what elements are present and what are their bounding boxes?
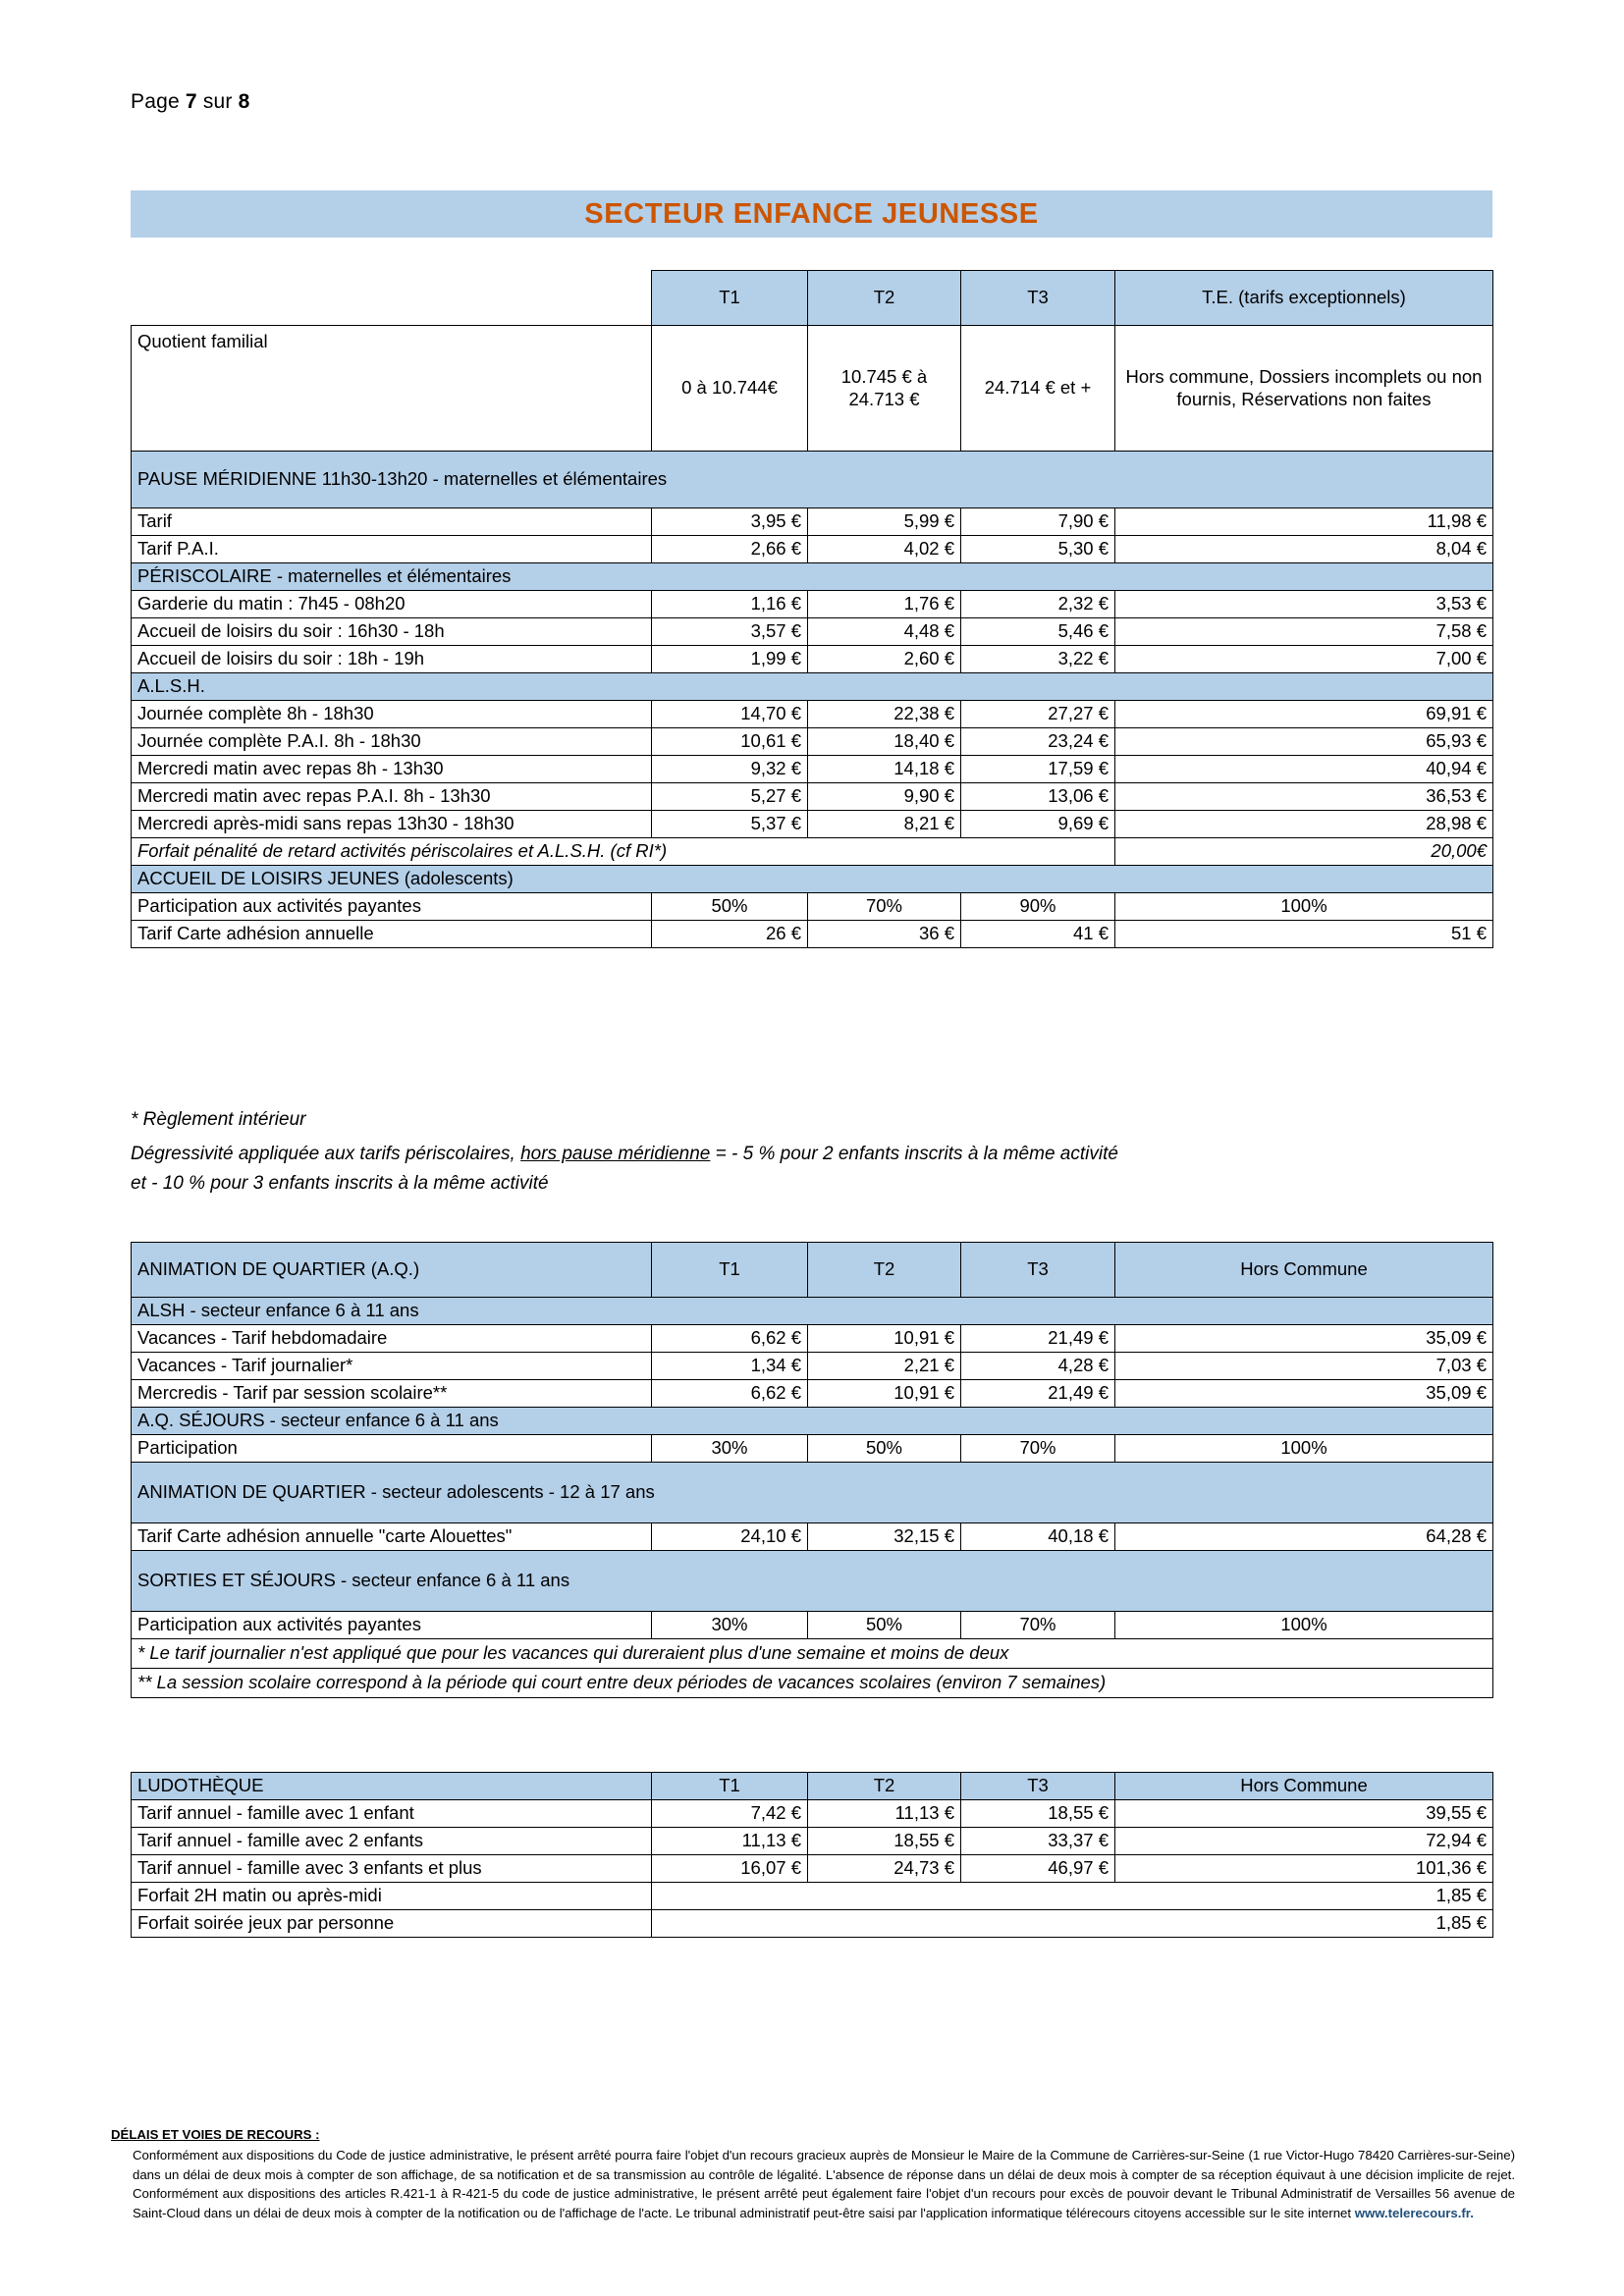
footer-body-text: Conformément aux dispositions du Code de justice administrative, le présent arrêté pourra faire l'objet d'un recours gracieux auprès de Monsieur le Maire de la Commune de Carrières-sur-Seine (1 rue Victor-Hugo 78420 Carrières-sur-Seine) dans un délai de deux mois à compter de son affichage, de sa notification et de sa transmission au contrôle de légalité. L'absence de réponse dans un délai de deux mois à compter de sa réception équivaut à une décision implicite de rejet. Conformément aux dispositions des articles R.421-1 à R-421-5 du code de justice administrative, le présent arrêté peut également faire l'objet d'un recours pour excès de pouvoir devant le Tribunal Administratif de Versailles 56 avenue de Saint-Cloud dans un délai de deux mois à compter de la notification ou de l'affichage de l'acte. Le tribunal administratif peut-être saisi par l'application informatique télérecours citoyens accessible sur le site internet — [133, 2147, 1515, 2221]
cell-hors-commune: 39,55 € — [1115, 1800, 1493, 1828]
section-title-aq-adolescents: ANIMATION DE QUARTIER - secteur adolescents - 12 à 17 ans — [132, 1463, 1493, 1523]
page-number-prefix: Page — [131, 90, 186, 113]
column-header-t2: T2 — [808, 271, 961, 326]
cell-t2: 9,90 € — [808, 783, 961, 811]
row-label: Accueil de loisirs du soir : 18h - 19h — [132, 646, 652, 673]
table1-notes — [131, 1105, 1505, 1198]
table-header-row — [132, 1773, 1493, 1800]
cell-t3: 41 € — [961, 921, 1115, 948]
column-header-te: T.E. (tarifs exceptionnels) — [1115, 271, 1493, 326]
note-degressivite-line3: et - 10 % pour 3 enfants inscrits à la même activité — [131, 1172, 549, 1194]
section-title-aq-sejours: A.Q. SÉJOURS - secteur enfance 6 à 11 ans — [132, 1408, 1493, 1435]
cell-t2: 10,91 € — [808, 1325, 961, 1353]
column-header-t2: T2 — [808, 1773, 961, 1800]
row-label: Journée complète P.A.I. 8h - 18h30 — [132, 728, 652, 756]
page-number-total: 8 — [238, 90, 250, 113]
table-row — [132, 536, 1493, 563]
cell-hors-commune: 35,09 € — [1115, 1325, 1493, 1353]
cell-t2: 11,13 € — [808, 1800, 961, 1828]
cell-t1: 9,32 € — [652, 756, 808, 783]
row-label: Accueil de loisirs du soir : 16h30 - 18h — [132, 618, 652, 646]
cell-t2: 4,48 € — [808, 618, 961, 646]
cell-t3: 17,59 € — [961, 756, 1115, 783]
range-t3: 24.714 € et + — [961, 326, 1115, 452]
cell-t2: 24,73 € — [808, 1855, 961, 1883]
cell-t3: 23,24 € — [961, 728, 1115, 756]
column-header-t3: T3 — [961, 1243, 1115, 1298]
cell-t1: 30% — [652, 1612, 808, 1639]
cell-t3: 33,37 € — [961, 1828, 1115, 1855]
note-degressivite-underlined: hors pause méridienne — [520, 1144, 711, 1165]
footnote-row — [132, 1669, 1493, 1698]
cell-t1: 1,34 € — [652, 1353, 808, 1380]
cell-t2: 18,40 € — [808, 728, 961, 756]
cell-t2: 8,21 € — [808, 811, 961, 838]
table-row — [132, 1828, 1493, 1855]
table-row — [132, 646, 1493, 673]
cell-t2: 36 € — [808, 921, 961, 948]
cell-t1: 30% — [652, 1435, 808, 1463]
cell-hors-commune: 72,94 € — [1115, 1828, 1493, 1855]
quotient-familial-label: Quotient familial — [132, 326, 652, 452]
column-header-t1: T1 — [652, 1243, 808, 1298]
cell-t1: 5,37 € — [652, 811, 808, 838]
row-label: Tarif P.A.I. — [132, 536, 652, 563]
table-row — [132, 1855, 1493, 1883]
section-title-pause-meridienne: PAUSE MÉRIDIENNE 11h30-13h20 - maternelles et élémentaires — [132, 452, 1493, 508]
cell-t3: 3,22 € — [961, 646, 1115, 673]
table-row — [132, 701, 1493, 728]
range-t1: 0 à 10.744€ — [652, 326, 808, 452]
cell-t2: 14,18 € — [808, 756, 961, 783]
table-row — [132, 1523, 1493, 1551]
row-label: Vacances - Tarif hebdomadaire — [132, 1325, 652, 1353]
cell-t1: 5,27 € — [652, 783, 808, 811]
cell-t3: 9,69 € — [961, 811, 1115, 838]
cell-merged-value: 1,85 € — [652, 1883, 1493, 1910]
table3-title: LUDOTHÈQUE — [132, 1773, 652, 1800]
section-title-periscolaire: PÉRISCOLAIRE - maternelles et élémentaires — [132, 563, 1493, 591]
cell-t1: 50% — [652, 893, 808, 921]
penalty-value: 20,00€ — [1115, 838, 1493, 866]
section-header-row — [132, 563, 1493, 591]
note-degressivite-part2: = - 5 % pour 2 enfants inscrits à la même activité — [710, 1144, 1118, 1165]
cell-t2: 32,15 € — [808, 1523, 961, 1551]
tarifs-enfance-jeunesse-table — [131, 270, 1493, 948]
table-row — [132, 618, 1493, 646]
page-number-current: 7 — [185, 90, 197, 113]
cell-te: 51 € — [1115, 921, 1493, 948]
column-header-t3: T3 — [961, 1773, 1115, 1800]
legal-footer — [111, 2125, 1515, 2223]
cell-t2: 10,91 € — [808, 1380, 961, 1408]
column-header-hors-commune: Hors Commune — [1115, 1773, 1493, 1800]
row-label: Tarif annuel - famille avec 2 enfants — [132, 1828, 652, 1855]
page-number-middle: sur — [196, 90, 239, 113]
table-row — [132, 508, 1493, 536]
telerecours-link[interactable]: www.telerecours.fr. — [1354, 2206, 1474, 2221]
cell-t3: 70% — [961, 1435, 1115, 1463]
cell-te: 7,00 € — [1115, 646, 1493, 673]
table-row — [132, 921, 1493, 948]
row-label: Mercredi matin avec repas 8h - 13h30 — [132, 756, 652, 783]
cell-te: 11,98 € — [1115, 508, 1493, 536]
cell-te: 28,98 € — [1115, 811, 1493, 838]
table-row — [132, 1325, 1493, 1353]
cell-t1: 1,99 € — [652, 646, 808, 673]
row-label: Participation aux activités payantes — [132, 1612, 652, 1639]
table-row — [132, 1353, 1493, 1380]
table-row — [132, 1612, 1493, 1639]
table-row — [132, 1380, 1493, 1408]
cell-t3: 46,97 € — [961, 1855, 1115, 1883]
cell-t1: 6,62 € — [652, 1380, 808, 1408]
cell-hors-commune: 64,28 € — [1115, 1523, 1493, 1551]
cell-t1: 3,95 € — [652, 508, 808, 536]
section-header-row — [132, 1463, 1493, 1523]
cell-t3: 2,32 € — [961, 591, 1115, 618]
footnote-tarif-journalier: * Le tarif journalier n'est appliqué que pour les vacances qui dureraient plus d'une semaine et moins de deux — [132, 1639, 1493, 1669]
cell-t3: 5,46 € — [961, 618, 1115, 646]
column-header-t2: T2 — [808, 1243, 961, 1298]
cell-t1: 26 € — [652, 921, 808, 948]
cell-t1: 14,70 € — [652, 701, 808, 728]
cell-hors-commune: 35,09 € — [1115, 1380, 1493, 1408]
cell-t3: 5,30 € — [961, 536, 1115, 563]
penalty-label: Forfait pénalité de retard activités périscolaires et A.L.S.H. (cf RI*) — [132, 838, 1115, 866]
cell-t3: 13,06 € — [961, 783, 1115, 811]
table-row — [132, 1910, 1493, 1938]
row-label: Tarif annuel - famille avec 3 enfants et plus — [132, 1855, 652, 1883]
range-te: Hors commune, Dossiers incomplets ou non fournis, Réservations non faites — [1115, 326, 1493, 452]
cell-t3: 70% — [961, 1612, 1115, 1639]
footer-heading: DÉLAIS ET VOIES DE RECOURS : — [111, 2127, 320, 2142]
section-title-banner — [131, 190, 1492, 238]
row-label: Journée complète 8h - 18h30 — [132, 701, 652, 728]
footnote-session-scolaire: ** La session scolaire correspond à la période qui court entre deux périodes de vacances scolaires (environ 7 semaines) — [132, 1669, 1493, 1698]
note-reglement-interieur: * Règlement intérieur — [131, 1109, 306, 1130]
column-header-t3: T3 — [961, 271, 1115, 326]
empty-corner-cell — [132, 271, 652, 326]
range-t2: 10.745 € à 24.713 € — [808, 326, 961, 452]
cell-t1: 6,62 € — [652, 1325, 808, 1353]
cell-t3: 21,49 € — [961, 1325, 1115, 1353]
section-header-row — [132, 1551, 1493, 1612]
section-title-sorties-sejours: SORTIES ET SÉJOURS - secteur enfance 6 à 11 ans — [132, 1551, 1493, 1612]
cell-t3: 21,49 € — [961, 1380, 1115, 1408]
row-label: Vacances - Tarif journalier* — [132, 1353, 652, 1380]
row-label: Tarif — [132, 508, 652, 536]
cell-t1: 3,57 € — [652, 618, 808, 646]
table-row — [132, 1800, 1493, 1828]
row-label: Participation — [132, 1435, 652, 1463]
cell-hors-commune: 100% — [1115, 1435, 1493, 1463]
row-label: Mercredi matin avec repas P.A.I. 8h - 13h30 — [132, 783, 652, 811]
cell-t2: 2,60 € — [808, 646, 961, 673]
row-label: Tarif Carte adhésion annuelle — [132, 921, 652, 948]
cell-te: 3,53 € — [1115, 591, 1493, 618]
cell-t1: 11,13 € — [652, 1828, 808, 1855]
cell-t3: 18,55 € — [961, 1800, 1115, 1828]
cell-t2: 50% — [808, 1612, 961, 1639]
table-row — [132, 591, 1493, 618]
cell-t2: 4,02 € — [808, 536, 961, 563]
row-label: Mercredis - Tarif par session scolaire** — [132, 1380, 652, 1408]
quotient-familial-row — [132, 326, 1493, 452]
table-row — [132, 728, 1493, 756]
cell-t2: 1,76 € — [808, 591, 961, 618]
table2-title: ANIMATION DE QUARTIER (A.Q.) — [132, 1243, 652, 1298]
table-header-row — [132, 271, 1493, 326]
cell-te: 8,04 € — [1115, 536, 1493, 563]
table-row — [132, 1435, 1493, 1463]
column-header-hors-commune: Hors Commune — [1115, 1243, 1493, 1298]
table-row — [132, 756, 1493, 783]
cell-t2: 22,38 € — [808, 701, 961, 728]
section-header-row — [132, 452, 1493, 508]
row-label: Forfait 2H matin ou après-midi — [132, 1883, 652, 1910]
cell-t3: 27,27 € — [961, 701, 1115, 728]
section-title-alsh: A.L.S.H. — [132, 673, 1493, 701]
section-header-row — [132, 866, 1493, 893]
cell-t1: 1,16 € — [652, 591, 808, 618]
table-row — [132, 783, 1493, 811]
note-degressivite — [131, 1140, 1505, 1168]
row-label: Forfait soirée jeux par personne — [132, 1910, 652, 1938]
cell-t3: 40,18 € — [961, 1523, 1115, 1551]
cell-te: 36,53 € — [1115, 783, 1493, 811]
row-label: Participation aux activités payantes — [132, 893, 652, 921]
footer-body — [111, 2146, 1515, 2223]
section-header-row — [132, 1408, 1493, 1435]
table-header-row — [132, 1243, 1493, 1298]
cell-te: 69,91 € — [1115, 701, 1493, 728]
note-degressivite-part1: Dégressivité appliquée aux tarifs périscolaires, — [131, 1144, 521, 1165]
column-header-t1: T1 — [652, 271, 808, 326]
cell-t1: 16,07 € — [652, 1855, 808, 1883]
footnote-row — [132, 1639, 1493, 1669]
row-label: Garderie du matin : 7h45 - 08h20 — [132, 591, 652, 618]
page-number — [131, 90, 250, 114]
cell-t1: 10,61 € — [652, 728, 808, 756]
cell-t2: 50% — [808, 1435, 961, 1463]
column-header-t1: T1 — [652, 1773, 808, 1800]
cell-t3: 90% — [961, 893, 1115, 921]
table-row — [132, 811, 1493, 838]
cell-t1: 7,42 € — [652, 1800, 808, 1828]
cell-t1: 24,10 € — [652, 1523, 808, 1551]
table-row — [132, 1883, 1493, 1910]
cell-t3: 7,90 € — [961, 508, 1115, 536]
section-title-alsh-enfance: ALSH - secteur enfance 6 à 11 ans — [132, 1298, 1493, 1325]
cell-hors-commune: 7,03 € — [1115, 1353, 1493, 1380]
penalty-row — [132, 838, 1493, 866]
cell-te: 65,93 € — [1115, 728, 1493, 756]
row-label: Mercredi après-midi sans repas 13h30 - 18h30 — [132, 811, 652, 838]
cell-te: 40,94 € — [1115, 756, 1493, 783]
animation-de-quartier-table — [131, 1242, 1493, 1698]
section-title-accueil-jeunes: ACCUEIL DE LOISIRS JEUNES (adolescents) — [132, 866, 1493, 893]
cell-t2: 5,99 € — [808, 508, 961, 536]
section-header-row — [132, 1298, 1493, 1325]
cell-t2: 2,21 € — [808, 1353, 961, 1380]
cell-t2: 18,55 € — [808, 1828, 961, 1855]
cell-hors-commune: 100% — [1115, 1612, 1493, 1639]
section-header-row — [132, 673, 1493, 701]
cell-hors-commune: 101,36 € — [1115, 1855, 1493, 1883]
row-label: Tarif annuel - famille avec 1 enfant — [132, 1800, 652, 1828]
cell-t1: 2,66 € — [652, 536, 808, 563]
page-title: SECTEUR ENFANCE JEUNESSE — [584, 197, 1039, 230]
cell-te: 7,58 € — [1115, 618, 1493, 646]
ludotheque-table — [131, 1772, 1493, 1938]
cell-t3: 4,28 € — [961, 1353, 1115, 1380]
cell-merged-value: 1,85 € — [652, 1910, 1493, 1938]
table-row — [132, 893, 1493, 921]
row-label: Tarif Carte adhésion annuelle "carte Alouettes" — [132, 1523, 652, 1551]
cell-t2: 70% — [808, 893, 961, 921]
cell-te: 100% — [1115, 893, 1493, 921]
